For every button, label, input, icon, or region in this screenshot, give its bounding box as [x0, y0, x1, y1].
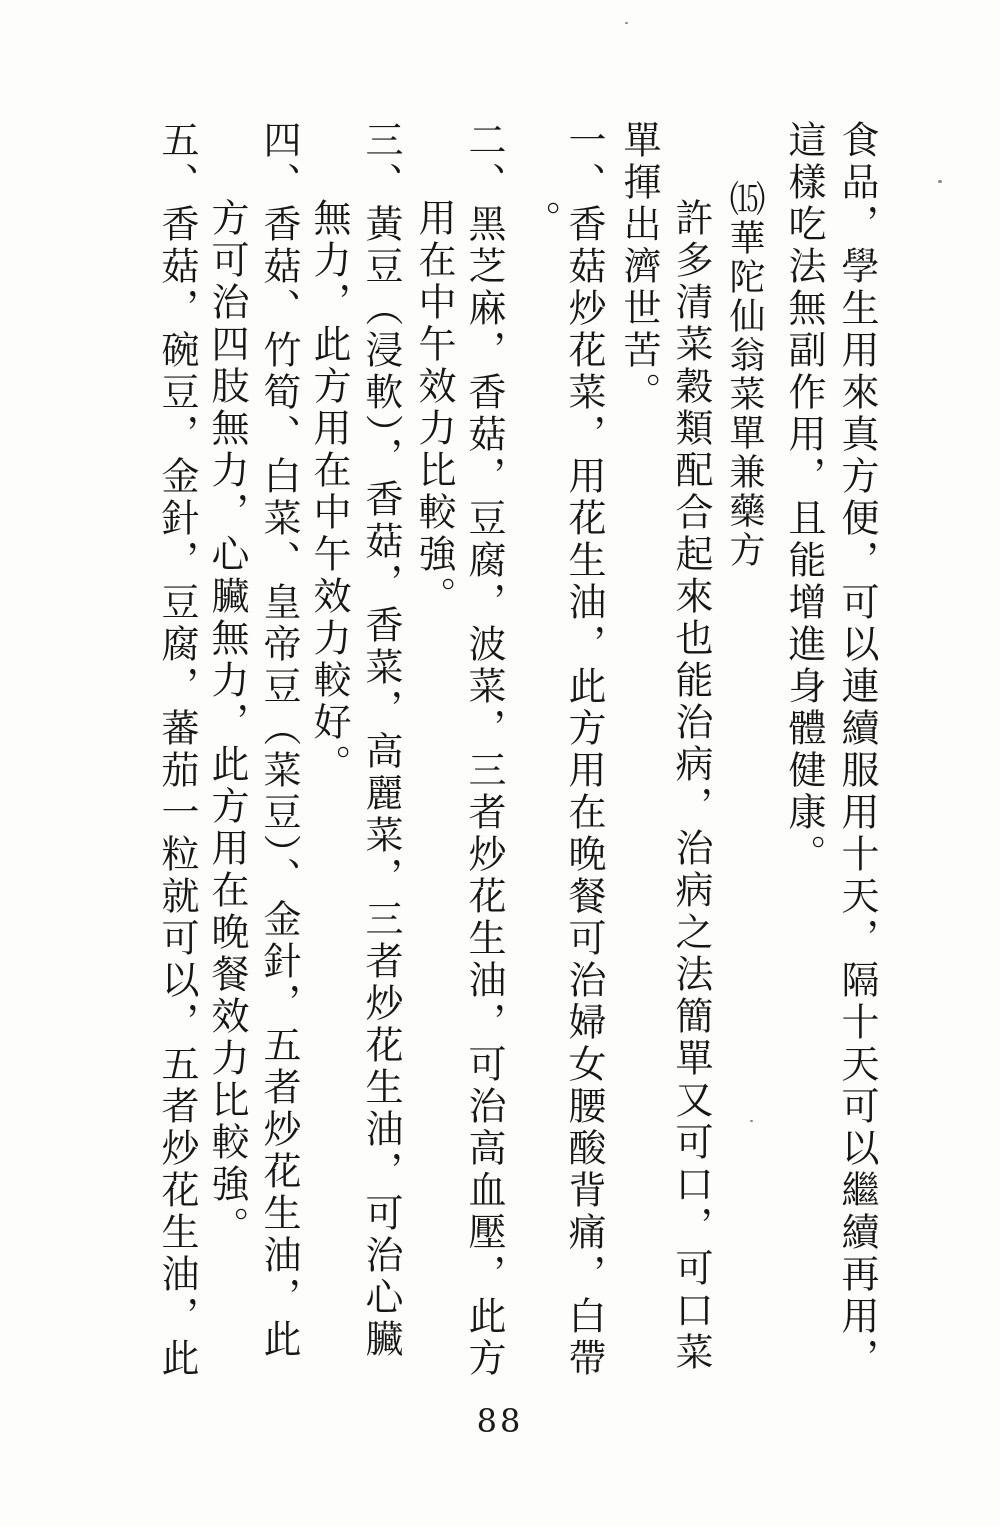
- list-item-5: 五、香菇，碗豆，金針，豆腐，蕃茄一粒就可以，五者炒花生油，此: [155, 120, 199, 1380]
- scan-speck: [938, 180, 942, 183]
- scan-speck: [750, 1120, 753, 1122]
- list-item-4: 四、香菇、竹筍、白菜、皇帝豆（菜豆）、金針，五者炒花生油，此: [257, 120, 301, 1361]
- text-column-7: 。: [517, 200, 561, 242]
- text-column-1: 食品，學生用來真方便，可以連續服用十天，隔十天可以繼續再用，: [835, 120, 879, 1380]
- text-column-5: 單揮出濟世苦。: [617, 120, 661, 414]
- text-column-2: 這樣吃法無副作用，且能增進身體健康。: [782, 120, 826, 876]
- text-column-11: 無力，此方用在中午效力較好。: [307, 198, 351, 786]
- list-item-1: 一、香菇炒花菜，用花生油，此方用在晚餐可治婦女腰酸背痛，白帶: [562, 120, 606, 1380]
- text-column-4: 許多清菜穀類配合起來也能治病，治病之法簡單又可口，可口菜: [669, 198, 713, 1374]
- list-item-2: 二、黑芝麻，香菇，豆腐，波菜，三者炒花生油，可治高血壓，此方: [462, 120, 506, 1380]
- text-column-9: 用在中午效力比較強。: [412, 198, 456, 618]
- scan-speck: [625, 22, 628, 24]
- section-heading: ⒂華陀仙翁菜單兼藥方: [724, 180, 765, 570]
- page-number: 88: [476, 1402, 524, 1440]
- list-item-3: 三、黃豆（浸軟），香菇，香菜，高麗菜，三者炒花生油，可治心臟: [359, 120, 403, 1361]
- text-column-13: 方可治四肢無力，心臟無力，此方用在晚餐效力比較強。: [205, 198, 249, 1248]
